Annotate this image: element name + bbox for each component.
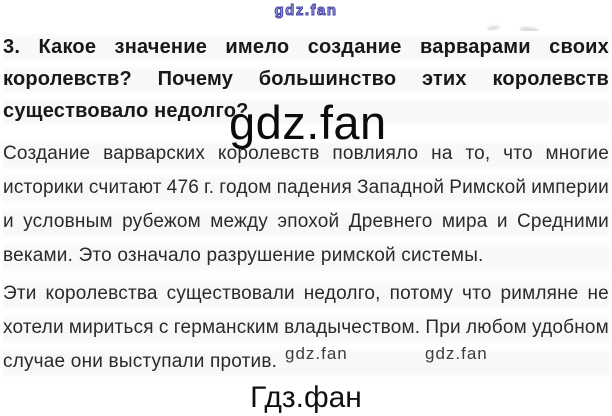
answer-line: хотели мириться с германским владычеством. При любом удобном [3, 311, 609, 345]
watermark-center: gdz.fan [229, 96, 387, 149]
footer-brand: Гдз.фан [250, 381, 362, 414]
answer-line: случае они выступали против. [3, 345, 609, 379]
watermark-inline-1: gdz.fan [285, 344, 348, 363]
question-line: существовало недолго? [3, 95, 609, 127]
watermark-inline-2: gdz.fan [425, 344, 488, 363]
answer-paragraph-1 [3, 137, 609, 273]
question-line: 3. Какое значение имело создание варварами своих [3, 31, 609, 63]
watermark-top: gdz.fan [274, 2, 338, 19]
answer-line: Создание варварских королевств повлияло на то, что многие [3, 137, 609, 171]
answer-line: и условным рубежом между эпохой Древнего мира и Средними [3, 205, 609, 239]
answer-line: историки считают 476 г. годом падения Западной Римской империи [3, 171, 609, 205]
question-line: королевств? Почему большинство этих королевств [3, 63, 609, 95]
answer-line: веками. Это означало разрушение римской системы. [3, 239, 609, 273]
answer-line: Эти королевства существовали недолго, потому что римляне не [3, 277, 609, 311]
